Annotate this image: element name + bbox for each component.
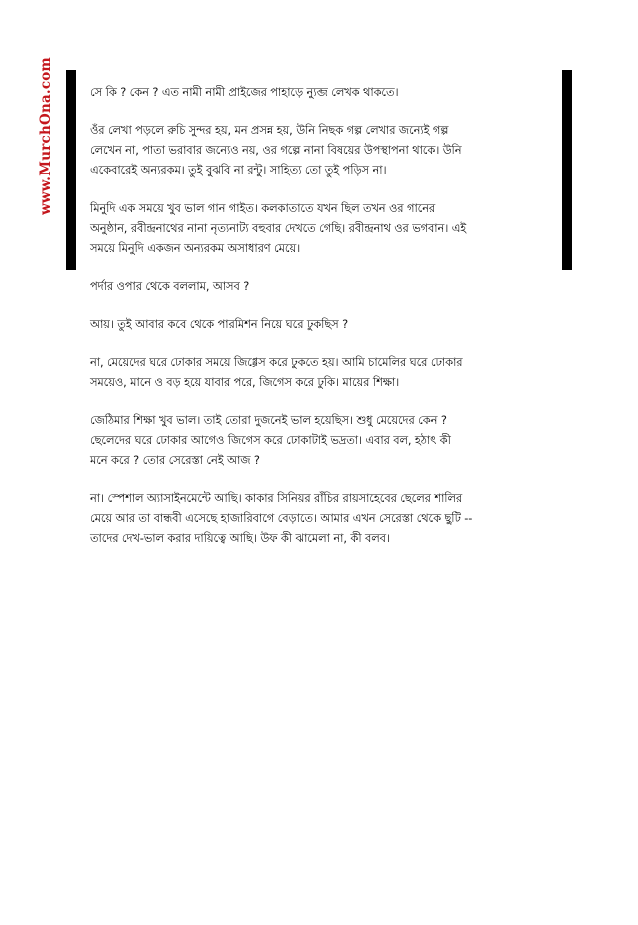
text-line: না, মেয়েদের ঘরে ঢোকার সময়ে জিগ্গেস করে ঢুকতে হয়। আমি চামেলির ঘরে ঢোকার [90,355,463,369]
text-line: লেখেন না, পাতা ভরাবার জন্যেও নয়, ওর গল্পে নানা বিষয়ের উপস্থাপনা থাকে। উনি [90,143,462,157]
text-line: একেবারেই অন্যরকম। তুই বুঝবি না রন্টু। সাহিত্য তো তুই পড়িস না। [90,163,387,177]
text-line: মনে করে ? তোর সেরেস্তা নেই আজ ? [90,453,260,467]
paragraph [90,352,542,392]
left-margin-bar [66,70,76,270]
watermark-text: www.MurchOna.com [38,57,54,215]
text-line: পর্দার ওপার থেকে বললাম, আসব ? [90,279,250,293]
paragraph [90,198,542,258]
paragraph [90,82,542,102]
text-line: ছেলেদের ঘরে ঢোকার আগেও জিগেস করে ঢোকাটাই ভদ্রতা। এবার বল, হঠাৎ কী [90,433,451,447]
text-line: তাদের দেখ-ভাল করার দায়িত্বে আছি। উফ কী ঝামেলা না, কী বলব। [90,531,390,545]
paragraph [90,276,542,296]
site-watermark [34,57,58,215]
paragraph [90,410,542,470]
page-body [90,82,542,566]
text-line: আয়। তুই আবার কবে থেকে পারমিশন নিয়ে ঘরে ঢুকছিস ? [90,317,349,331]
text-line: জেঠিমার শিক্ষা খুব ভাল। তাই তোরা দুজনেই ভাল হয়েছিস। শুধু মেয়েদের কেন ? [90,413,447,427]
paragraph [90,314,542,334]
text-line: না। স্পেশাল অ্যাসাইনমেন্টে আছি। কাকার সিনিয়র রাঁচির রায়সাহেবের ছেলের শালির [90,491,463,505]
paragraph [90,120,542,180]
text-line: মেয়ে আর তা বান্ধবী এসেছে হাজারিবাগে বেড়াতে। আমার এখন সেরেস্তা থেকে ছুটি -- [90,511,473,525]
text-line: সে কি ? কেন ? এত নামী নামী প্রাইজের পাহাড়ে ন্যুব্জ লেখক থাকতে। [90,85,399,99]
text-line: সময়েও, মানে ও বড় হয়ে যাবার পরে, জিগেস করে ঢুকি। মায়ের শিক্ষা। [90,375,400,389]
text-line: মিনুদি এক সময়ে খুব ভাল গান গাইত। কলকাতাতে যখন ছিল তখন ওর গানের [90,201,436,215]
right-margin-bar [562,70,572,270]
text-line: সময়ে মিনুদি একজন অন্যরকম অসাধারণ মেয়ে। [90,241,301,255]
text-line: অনুষ্ঠান, রবীন্দ্রনাথের নানা নৃত্যনাট্য বহুবার দেখতে গেছি। রবীন্দ্রনাথ ওর ভগবান। এই [90,221,467,235]
text-line: ওঁর লেখা পড়লে রুচি সুন্দর হয়, মন প্রসন্ন হয়, উনি নিছক গল্প লেখার জন্যেই গল্প [90,123,449,137]
paragraph [90,488,542,548]
